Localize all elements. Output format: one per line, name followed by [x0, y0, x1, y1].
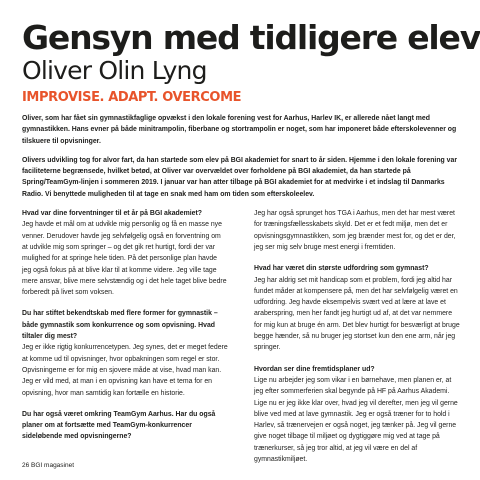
interview-question: Hvad har været din største udfordring som gymnast? [254, 265, 429, 273]
interview-question: Hvad var dine forventninger til et år på BGI akademiet? [22, 210, 202, 218]
qa-block [22, 208, 228, 298]
interview-answer: Jeg havde et mål om at udvikle mig personlig og få en masse nye venner. Derudover havde jeg selvfølgelig også en forventning om at udvikle mig som springer – og det gik ret hurtigt, fordi der var mulighed for at springe hele tiden. På det personlige plan havde jeg også fokus på at blive klar til at komme videre. Jeg ville tage mere ansvar, blive mere selvstændig og i det hele taget blive bedre forberedt på livet som voksen. [22, 221, 227, 297]
left-column [22, 208, 228, 475]
interview-answer: Jeg har også sprunget hos TGA i Aarhus, men det har mest været for træningsfællesskabets skyld. Det er et fedt miljø, men det er opvisningsgymnastikken, som jeg brænder mest for, og det er der, jeg ser mig selv bruge mest energi i fremtiden. [254, 210, 456, 251]
right-column [254, 208, 460, 475]
interview-question: Du har stiftet bekendtskab med flere former for gymnastik – både gymnastik som konkurrence og som opvisning. Hvad tiltaler dig mest? [22, 310, 218, 341]
article-intro [22, 113, 460, 200]
interview-answer: Lige nu arbejder jeg som vikar i en børnehave, men planen er, at jeg efter sommerferien skal begynde på HF på Aarhus Akademi. Lige nu er jeg ikke klar over, hvad jeg vil derefter, men jeg vil gerne blive ved med at lave gymnastik. Jeg er også træner for to hold i Harlev, så trænervejen er også noget, jeg tænker på. Jeg vil gerne give noget tilbage til miljøet og dygtiggøre mig ved at tage på trænerkurser, så jeg tror altid, at jeg vil være en del af gymnastikmiljøet. [254, 376, 458, 464]
qa-block [254, 364, 460, 466]
intro-paragraph: Olivers udvikling tog for alvor fart, da han startede som elev på BGI akademiet for snart to år siden. Hjemme i den lokale forening var faciliteterne begrænsede, hvilket betød, at Oliver var overvældet over forholdene på BGI akademiet, da han startede på Spring/TeamGym-linjen i sommeren 2019. I januar var han atter tilbage på BGI akademiet for at medvirke i et indslag til Danmarks Radio. Vi benyttede muligheden til at tage en snak med ham om tiden som efterskoleelev. [22, 156, 457, 198]
qa-block [22, 308, 228, 398]
interview-answer: Jeg har aldrig set mit handicap som et problem, fordi jeg altid har fundet måder at kompensere på, men det har selvfølgelig været en udfordring. Jeg havde eksempelvis svært ved at lære at lave et araberspring, men her fandt jeg hurtigt ud af, at det var nemmere for mig kun at bruge én arm. Det blev hurtigt for besværligt at bruge begge hænder, så nu bruger jeg stortset kun den ene arm, når jeg springer. [254, 276, 460, 352]
article-tagline: IMPROVISE. ADAPT. OVERCOME [22, 90, 242, 105]
interview-answer: Jeg er ikke rigtig konkurrencetypen. Jeg synes, det er meget federe at komme ud til opvisninger, hvor opbakningen som regel er stor. Opvisningerne er for mig en sjovere måde at vise, hvad man kan. Jeg er vild med, at man i en opvisning kan have et tema for en opvisning, hvor man samtidig kan fortælle en historie. [22, 344, 228, 397]
interview-question: Du har også været omkring TeamGym Aarhus. Har du også planer om at fortsætte med TeamGym-konkurrencer sideløbende med opvisningerne? [22, 410, 216, 441]
qa-block [22, 409, 228, 443]
intro-paragraph: Oliver, som har fået sin gymnastikfaglige opvækst i den lokale forening vest for Aarhus, Harlev IK, er allerede nået langt med gymnastikken. Hans evner på både minitrampolin, fiberbane og stortrampolin er noget, som har imponeret både efterskolevenner og tilskuere til opvisninger. [22, 115, 457, 145]
page-footer: 26 BGI magasinet [22, 462, 75, 469]
qa-block [254, 263, 460, 353]
interview-question: Hvordan ser dine fremtidsplaner ud? [254, 365, 375, 373]
article-columns [22, 208, 460, 475]
article-headline: Gensyn med tidligere elev [22, 18, 480, 57]
article [22, 18, 480, 475]
article-subhead: Oliver Olin Lyng [22, 56, 207, 85]
qa-block [254, 208, 460, 253]
